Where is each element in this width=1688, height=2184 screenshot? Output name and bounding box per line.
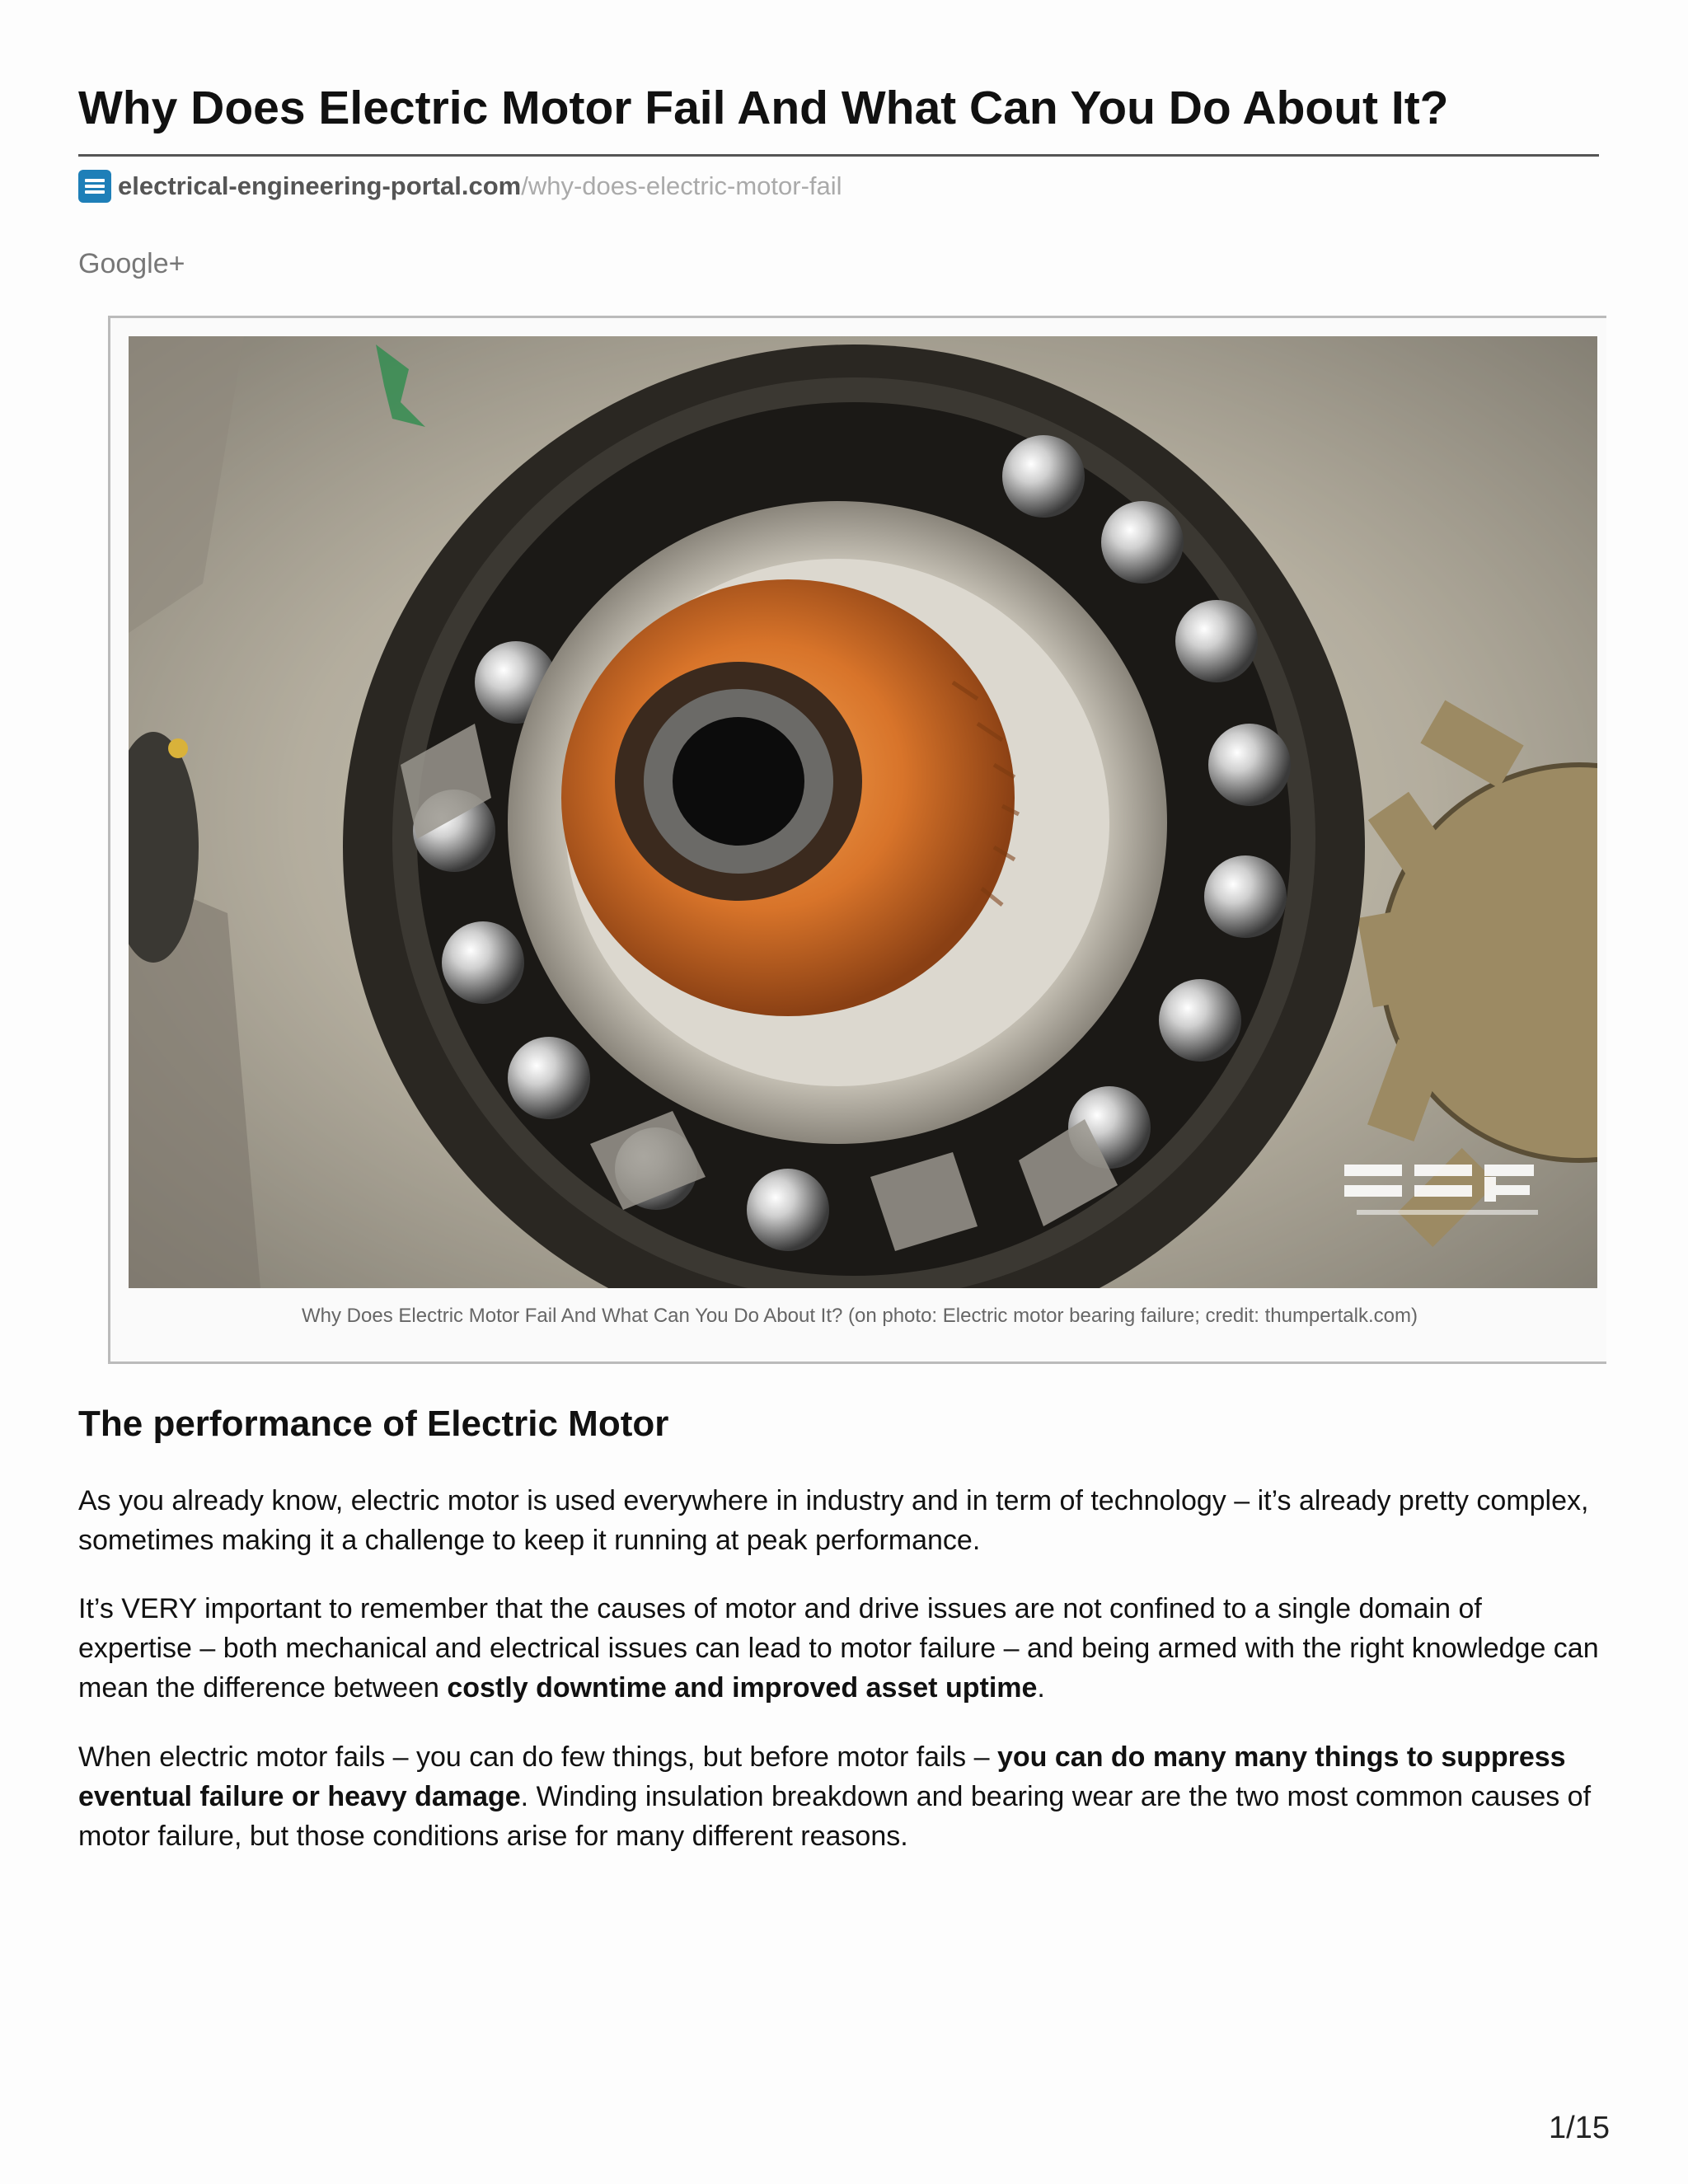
paragraph-2 xyxy=(78,1589,1599,1708)
source-link[interactable] xyxy=(78,168,842,204)
paragraph-1: As you already know, electric motor is used everywhere in industry and in term of technology – it’s already pretty complex, sometimes making it a challenge to keep it running at peak performance. xyxy=(78,1485,1589,1556)
paragraph-3-emphasis: you can do many many things to suppress eventual failure or heavy damage xyxy=(78,1741,1566,1812)
source-domain[interactable]: electrical-engineering-portal.com xyxy=(118,171,522,200)
paragraph-2-emphasis: costly downtime and improved asset uptime xyxy=(447,1672,1038,1704)
article-figure xyxy=(108,316,1606,1364)
title-divider xyxy=(78,154,1599,157)
page-number: 1/15 xyxy=(1549,2111,1610,2145)
document-icon xyxy=(78,170,111,203)
paragraph-3 xyxy=(78,1737,1599,1856)
source-path[interactable]: /why-does-electric-motor-fail xyxy=(521,171,842,200)
motor-bearing-photo xyxy=(129,336,1597,1288)
paragraph-2-text: It’s VERY important to remember that the causes of motor and drive issues are not confined to a single domain of expertise – both mechanical and electrical issues can lead to motor failure – and being armed with the right knowledge can mean the difference between xyxy=(78,1593,1599,1704)
google-plus-link[interactable]: Google+ xyxy=(78,248,185,279)
paragraph-2-end: . xyxy=(1037,1672,1045,1704)
section-heading: The performance of Electric Motor xyxy=(78,1404,669,1444)
figure-caption: Why Does Electric Motor Fail And What Can You Do About It? (on photo: Electric motor bearing failure; credit: thumpertalk.com) xyxy=(302,1305,1418,1327)
article-title: Why Does Electric Motor Fail And What Can You Do About It? xyxy=(78,82,1449,134)
paragraph-3-end: . Winding insulation breakdown and bearing wear are the two most common causes of motor failure, but those conditions arise for many different reasons. xyxy=(78,1781,1592,1852)
paragraph-3-text: When electric motor fails – you can do few things, but before motor fails – xyxy=(78,1741,997,1773)
